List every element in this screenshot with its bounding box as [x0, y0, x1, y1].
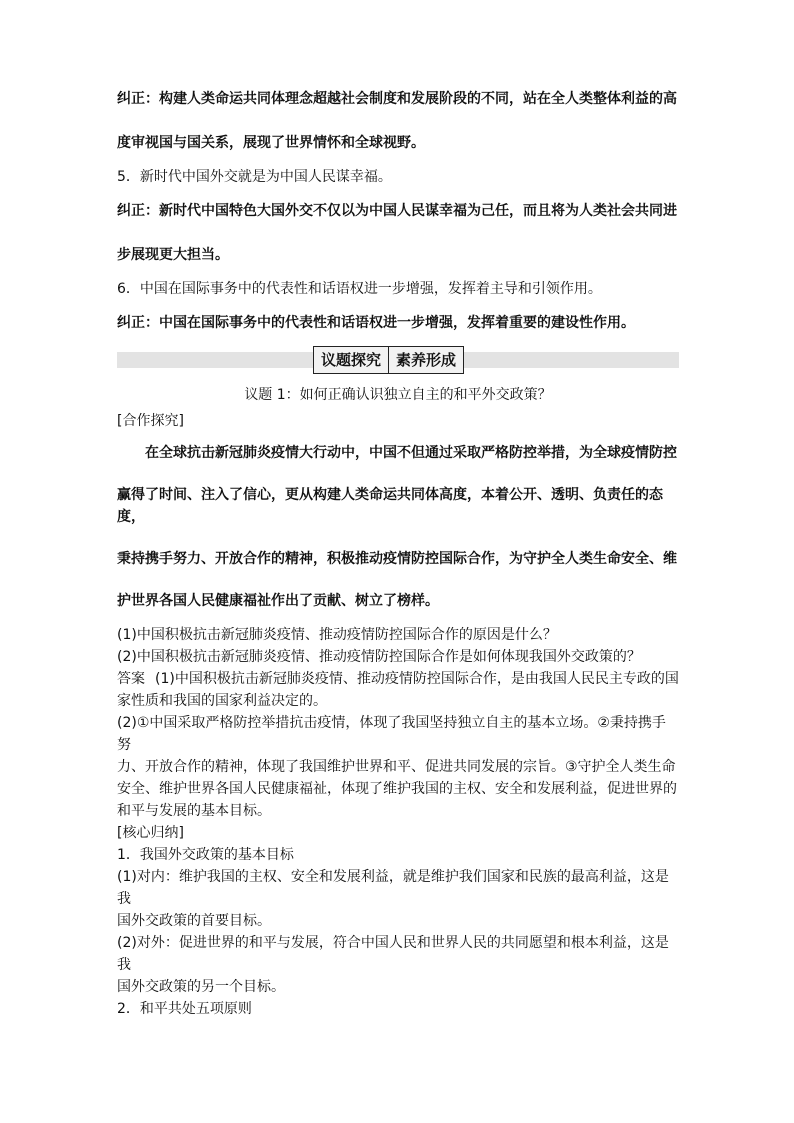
cooperation-paragraph-line-2: 赢得了时间、注入了信心，更从构建人类命运共同体高度，本着公开、透明、负责任的态度， — [117, 487, 663, 525]
answer-2-line-1: (2)①中国采取严格防控举措抗击疫情，体现了我国坚持独立自主的基本立场。②秉持携手努 — [117, 715, 666, 753]
answer-1-text: (1)中国积极抗击新冠肺炎疫情、推动疫情防控国际合作，是由我国人民民主专政的国 — [155, 671, 679, 687]
banner-title-right: 素养形成 — [388, 347, 463, 373]
banner-title-box — [313, 346, 464, 374]
correction-5-line-2: 步展现更大担当。 — [117, 247, 229, 263]
cooperation-paragraph-line-4: 护世界各国人民健康福祉作出了贡献、树立了榜样。 — [117, 593, 439, 609]
summary-section-1-title: 1．我国外交政策的基本目标 — [117, 847, 294, 863]
correction-6: 纠正：中国在国际事务中的代表性和话语权进一步增强，发挥着重要的建设性作用。 — [117, 315, 635, 331]
banner-title-left: 议题探究 — [321, 351, 382, 369]
correction-1-line-2: 度审视国与国关系，展现了世界情怀和全球视野。 — [117, 135, 425, 151]
answer-1-line-1 — [117, 668, 679, 690]
item-5: 5．新时代中国外交就是为中国人民谋幸福。 — [117, 169, 392, 185]
cooperation-heading: [合作探究] — [117, 413, 184, 429]
summary-1-b-line-1: (2)对外：促进世界的和平与发展，符合中国人民和世界人民的共同愿望和根本利益，这是我 — [117, 935, 669, 973]
summary-1-b-line-2: 国外交政策的另一个目标。 — [117, 979, 285, 995]
answer-label: 答案 — [117, 671, 145, 687]
summary-section-2-title: 2．和平共处五项原则 — [117, 1001, 252, 1017]
correction-5-line-1: 纠正：新时代中国特色大国外交不仅以为中国人民谋幸福为己任，而且将为人类社会共同进 — [117, 203, 677, 219]
question-2: (2)中国积极抗击新冠肺炎疫情、推动疫情防控国际合作是如何体现我国外交政策的？ — [117, 649, 641, 665]
cooperation-paragraph-line-3: 秉持携手努力、开放合作的精神，积极推动疫情防控国际合作，为守护全人类生命安全、维 — [117, 551, 677, 567]
summary-heading: [核心归纳] — [117, 825, 184, 841]
correction-1-line-1: 纠正：构建人类命运共同体理念超越社会制度和发展阶段的不同，站在全人类整体利益的高 — [117, 91, 677, 107]
document-content — [117, 88, 679, 1020]
answer-2-line-2: 力、开放合作的精神，体现了我国维护世界和平、促进共同发展的宗旨。③守护全人类生命 — [117, 759, 676, 775]
question-1: (1)中国积极抗击新冠肺炎疫情、推动疫情防控国际合作的原因是什么？ — [117, 627, 557, 643]
section-banner — [117, 346, 679, 374]
cooperation-paragraph-line-1: 在全球抗击新冠肺炎疫情大行动中，中国不但通过采取严格防控举措，为全球疫情防控 — [145, 445, 677, 461]
summary-1-a-line-2: 国外交政策的首要目标。 — [117, 913, 271, 929]
answer-2-line-3: 安全、维护世界各国人民健康福祉，体现了维护我国的主权、安全和发展利益，促进世界的 — [117, 781, 677, 797]
topic-title: 议题 1：如何正确认识独立自主的和平外交政策？ — [244, 387, 552, 403]
item-6: 6．中国在国际事务中的代表性和话语权进一步增强，发挥着主导和引领作用。 — [117, 281, 602, 297]
answer-2-line-4: 和平与发展的基本目标。 — [117, 803, 271, 819]
summary-1-a-line-1: (1)对内：维护我国的主权、安全和发展利益，就是维护我们国家和民族的最高利益，这是我 — [117, 869, 669, 907]
answer-1-line-2: 家性质和我国的国家利益决定的。 — [117, 693, 327, 709]
